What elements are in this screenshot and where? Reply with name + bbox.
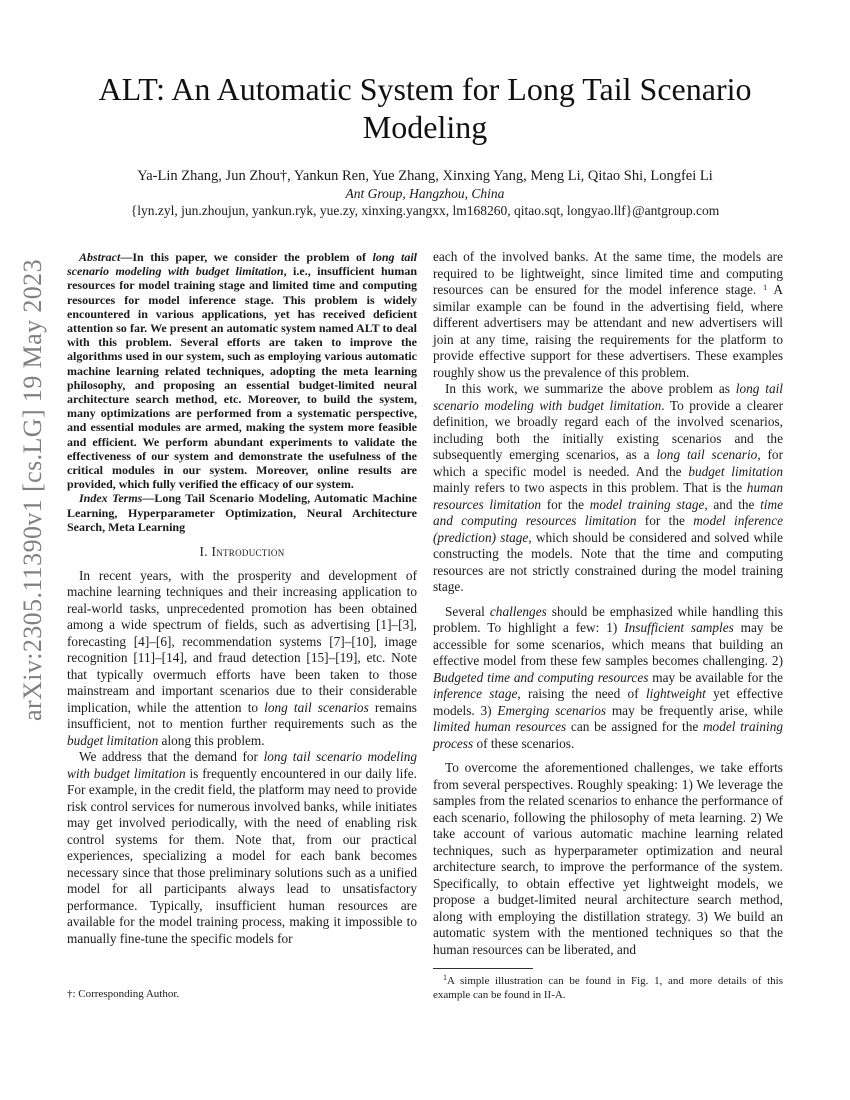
footnote-ref[interactable]: 1 (763, 283, 768, 292)
author-list: Ya-Lin Zhang, Jun Zhou†, Yankun Ren, Yue Zhang, Xinxing Yang, Meng Li, Qitao Shi, Longfei Li (137, 168, 713, 184)
footnote-1: $^1$A simple illustration can be found in Fig. 1, and more details of this example can be found in II-A. (433, 973, 783, 1001)
paper-title (60, 70, 790, 146)
arxiv-stamp-text: arXiv:2305.11390v1 [cs.LG] 19 May 2023 (18, 259, 47, 721)
index-terms: Index Terms—Long Tail Scenario Modeling, Automatic Machine Learning, Hyperparameter Optimization, Neural Architecture Search, Meta Learning (67, 491, 417, 534)
title-line-1: ALT: An Automatic System for Long Tail Scenario (98, 71, 752, 107)
intro-paragraph-4: Several challenges should be emphasized while handling this problem. To highlight a few: 1) Insufficient samples may be accessible for some scenarios, which means that building an effective model from these few samples becomes challenging. 2) Budgeted time and computing resources may be available for the inference stage, raising the need of lightweight yet effective models. 3) Emerging scenarios may be frequently arise, while limited human resources can be assigned for the model training process of these scenarios. (433, 603, 784, 751)
right-column (433, 249, 783, 958)
index-terms-label: Index Terms (79, 491, 143, 506)
section-heading-introduction: I. Introduction (199, 544, 285, 560)
left-column (67, 250, 417, 947)
intro-paragraph-3: In this work, we summarize the above problem as long tail scenario modeling with budget limitation. To provide a clearer definition, we broadly regard each of the involved scenarios, including both the initially existing scenarios and the subsequently emerging scenarios, as a long tail scenario, for which a specific model is needed. And the budget limitation mainly refers to two aspects in this problem. That is the human resources limitation for the model training stage, and the time and computing resources limitation for the model inference (prediction) stage, which should be considered and solved while constructing the models. Note that the time and computing resources are not strictly constrained during the model training stage. (433, 381, 784, 594)
title-line-2: Modeling (362, 109, 488, 145)
abstract: Abstract—In this paper, we consider the problem of long tail scenario modeling with budget limitation, i.e., insufficient human resources for model training stage and limited time and computing resources for model inference stage. This problem is widely encountered in various applications, yet has received deficient attention so far. We present an automatic system named ALT to deal with this problem. Several efforts are taken to improve the algorithms used in our system, such as employing various automatic machine learning related techniques, adopting the meta learning philosophy, and proposing an essential budget-limited neural architecture search method, etc. Moreover, to build the system, many optimizations are performed from a systematic perspective, and essential modules are armed, making the system more feasible and efficient. We perform abundant experiments to validate the effectiveness of our system and demonstrate the usefulness of the critical modules in our system. Moreover, online results are provided, which fully verified the efficacy of our system. (67, 250, 417, 492)
author-emails: {lyn.zyl, jun.zhoujun, yankun.ryk, yue.zy, xinxing.yangxx, lm168260, qitao.sqt, longyao.llf}@antgroup.com (130, 203, 720, 218)
intro-paragraph-2: We address that the demand for long tail scenario modeling with budget limitation is frequently encountered in our daily life. For example, in the credit field, the platform may need to provide risk control services for numerous involved banks, while initiates may get involved periodically, with the need of enabling risk control systems for them. Note that, from our practical experiences, specializing a model for each bank becomes necessary since that those preliminary solutions such as a unified model for all participants always lead to unsatisfactory performance. Typically, insufficient human resources are available for the model training process, making it impossible to manually fine-tune the specific models for (67, 749, 417, 946)
intro-paragraph-5: To overcome the aforementioned challenges, we take efforts from several perspectives. Roughly speaking: 1) We leverage the samples from the related scenarios to enhance the performance of each scenario, following the philosophy of meta learning. 2) We take account of various automatic machine learning related techniques, such as hyperparameter optimization and neural architecture search, to improve the performance of the system. Specifically, to obtain effective yet lightweight models, we propose a budget-limited neural architecture search method, along with employing the distillation strategy. 3) We build an automatic system with the mentioned techniques so that the human resources can be liberated, and (433, 760, 783, 957)
footnote-rule (433, 968, 533, 969)
intro-paragraph-1: In recent years, with the prosperity and development of machine learning techniques and their increasing application to real-world tasks, unprecedented promotion has been obtained among a wide spectrum of fields, such as advertising [1]–[3], forecasting [4]–[6], recommendation systems [7]–[10], image recognition [11]–[14], and fraud detection [15]–[19], etc. Note that typically overmuch efforts have been taken to those mainstream and important scenarios due to their considerable implication, while the attention to long tail scenarios remains insufficient, not to mention further requirements such as the budget limitation along this problem. (67, 567, 417, 748)
abstract-label: Abstract (79, 250, 121, 264)
arxiv-stamp (13, 259, 53, 721)
intro-paragraph-2-cont: each of the involved banks. At the same time, the models are required to be lightweight, since limited time and computing resources can be ensured for the model inference stage. $^1$ A similar example can be found in the advertising field, where different advertisers may be attendant and new advertisers will join at any time, raising the requirements for the platform to provide effective support for these advertisers. These examples roughly show us the prevalence of this problem. (433, 249, 783, 380)
corresponding-author-note: †: Corresponding Author. (67, 988, 180, 1000)
affiliation: Ant Group, Hangzhou, China (345, 186, 505, 201)
